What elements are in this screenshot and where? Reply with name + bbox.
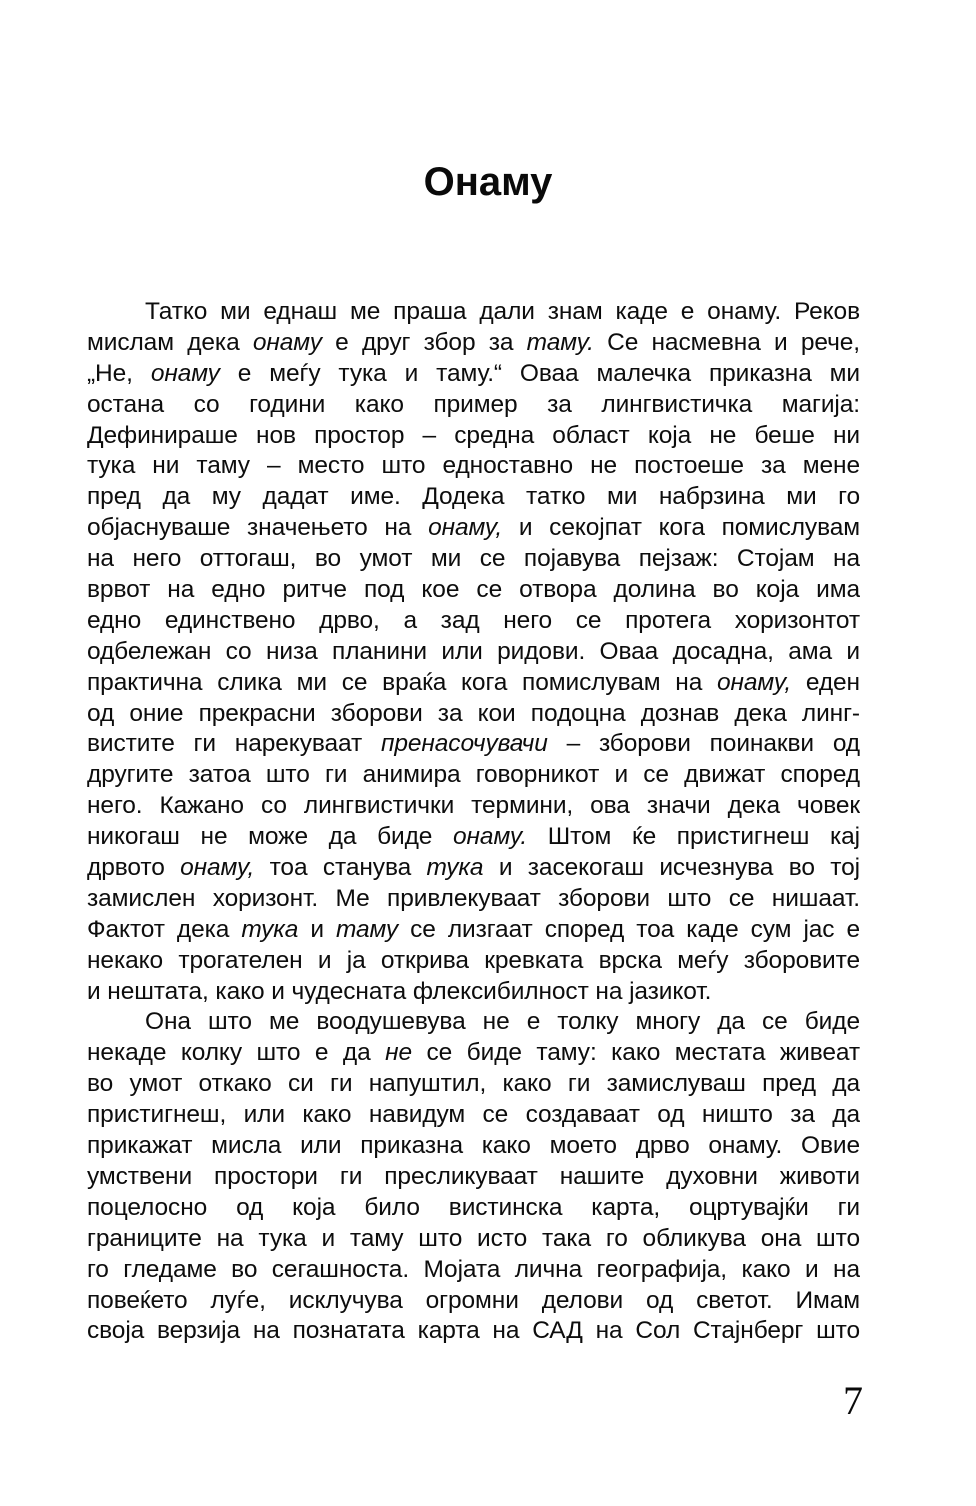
text-segment: е меѓу тука и таму.“ Оваа малечка приказна ми xyxy=(219,359,860,387)
text-segment: – зборови поинакви од xyxy=(547,730,860,758)
text-segment: во умот откако си ги напуштил, како ги замислуваш пред да xyxy=(87,1070,860,1098)
text-line xyxy=(87,421,860,452)
text-segment: и нештата, како и чудесната флексибилност на јазикот. xyxy=(87,977,712,1005)
text-line xyxy=(87,390,860,421)
text-segment: Дефинираше нов простор – средна област која не беше ни xyxy=(87,421,860,449)
italic-text-segment: онаму xyxy=(252,328,322,356)
text-segment: се лизгаат според тоа каде сум јас е xyxy=(398,915,860,943)
text-line xyxy=(87,977,860,1008)
text-segment: остана со години како пример за лингвистичка магија: xyxy=(87,390,860,418)
italic-text-segment: таму. xyxy=(526,328,594,356)
page-number: 7 xyxy=(843,1378,863,1423)
text-segment: и xyxy=(298,915,336,943)
text-line xyxy=(87,637,860,668)
text-segment: прикажат мисла или приказна како моето дрво онаму. Овие xyxy=(87,1132,860,1160)
text-line xyxy=(87,1100,860,1131)
text-line xyxy=(87,699,860,730)
text-segment: врвот на едно ритче под кое се отвора долина во која има xyxy=(87,576,860,604)
text-segment: некако трогателен и ја открива кревката врска меѓу зборовите xyxy=(87,946,860,974)
text-line xyxy=(87,729,860,760)
text-segment: никогаш не може да биде xyxy=(87,823,454,851)
body-text xyxy=(87,297,860,1347)
text-line xyxy=(87,575,860,606)
text-segment: го гледаме во сегашноста. Мојата лична географија, како и на xyxy=(87,1255,860,1283)
text-line xyxy=(87,791,860,822)
text-line xyxy=(87,946,860,977)
text-segment: и секојпат кога помислувам xyxy=(502,514,860,542)
text-segment: „Не, xyxy=(87,359,151,387)
text-line xyxy=(87,513,860,544)
text-segment: некаде колку што е да xyxy=(87,1039,386,1067)
text-segment: тука ни таму – место што едноставно не постоеше за мене xyxy=(87,452,860,480)
paragraph xyxy=(87,297,860,1007)
text-segment: Штом ќе пристигнеш кај xyxy=(527,823,860,851)
text-segment: е друг збор за xyxy=(321,328,527,356)
text-line xyxy=(87,1007,860,1038)
text-line xyxy=(87,822,860,853)
text-segment: и засекогаш исчезнува во тој xyxy=(483,854,860,882)
text-line xyxy=(87,359,860,390)
text-segment: границите на тука и таму што исто така го обликува она што xyxy=(87,1224,860,1252)
text-line xyxy=(87,915,860,946)
italic-text-segment: онаму, xyxy=(717,668,792,696)
text-segment: Фактот дека xyxy=(87,915,242,943)
italic-text-segment: онаму, xyxy=(180,854,255,882)
italic-text-segment: таму xyxy=(335,915,399,943)
text-segment: пред да му дадат име. Додека татко ми набрзина ми го xyxy=(87,483,860,511)
text-line xyxy=(87,328,860,359)
text-line xyxy=(87,668,860,699)
text-segment: одбележан со низа планини или ридови. Оваа досадна, ама и xyxy=(87,637,860,665)
text-segment: него. Кажано со лингвистички термини, ова значи дека човек xyxy=(87,792,860,820)
italic-text-segment: онаму. xyxy=(453,823,528,851)
text-segment: повеќето луѓе, исклучува огромни делови од светот. Имам xyxy=(87,1286,860,1314)
text-segment: замислен хоризонт. Ме привлекуваат зборови што се нишаат. xyxy=(87,884,860,912)
text-line xyxy=(87,760,860,791)
text-segment: објаснуваше значењето на xyxy=(87,514,429,542)
text-line xyxy=(87,606,860,637)
text-line xyxy=(87,544,860,575)
text-segment: Она што ме воодушевува не е толку многу да се биде xyxy=(145,1008,860,1036)
text-line xyxy=(87,1131,860,1162)
italic-text-segment: тука xyxy=(426,854,484,882)
italic-text-segment: тука xyxy=(241,915,299,943)
text-line xyxy=(87,1316,860,1347)
text-segment: умствени простори ги пресликуваат нашите духовни животи xyxy=(87,1162,860,1190)
text-segment: своја верзија на познатата карта на САД на Сол Стајнберг што xyxy=(87,1317,860,1345)
text-line xyxy=(87,1224,860,1255)
text-segment: дрвото xyxy=(87,854,181,882)
text-line xyxy=(87,1286,860,1317)
italic-text-segment: не xyxy=(385,1039,413,1067)
text-line xyxy=(87,1193,860,1224)
text-segment: другите затоа што ги анимира говорникот и се движат според xyxy=(87,761,860,789)
text-line xyxy=(87,1038,860,1069)
text-segment: еден xyxy=(791,668,860,696)
text-line xyxy=(87,853,860,884)
text-line xyxy=(87,1069,860,1100)
italic-text-segment: онаму xyxy=(150,359,220,387)
text-segment: од оние прекрасни зборови за кои подоцна дознав дека линг- xyxy=(87,699,860,727)
text-segment: практична слика ми се враќа кога помислувам на xyxy=(87,668,717,696)
paragraph xyxy=(87,1007,860,1347)
text-segment: едно единствено дрво, а зад него се протега хоризонтот xyxy=(87,606,860,634)
text-segment: вистите ги нарекуваат xyxy=(87,730,381,758)
text-segment: на него оттогаш, во умот ми се појавува пејзаж: Стојам на xyxy=(87,545,860,573)
text-segment: пристигнеш, или како навидум се создаваат од ништо за да xyxy=(87,1101,860,1129)
italic-text-segment: онаму, xyxy=(428,514,503,542)
text-segment: тоа станува xyxy=(254,854,427,882)
text-segment: Татко ми еднаш ме праша дали знам каде е онаму. Реков xyxy=(145,298,860,325)
text-line xyxy=(87,1255,860,1286)
text-line xyxy=(87,297,860,328)
text-line xyxy=(87,482,860,513)
text-line xyxy=(87,451,860,482)
text-segment: поцелосно од која било вистинска карта, оцртувајќи ги xyxy=(87,1193,860,1221)
text-segment: Се насмевна и рече, xyxy=(593,328,860,356)
page-title: Онаму xyxy=(423,160,553,204)
text-segment: мислам дека xyxy=(87,328,253,356)
text-line xyxy=(87,1162,860,1193)
italic-text-segment: пренасочувачи xyxy=(380,730,548,758)
text-segment: се биде таму: како местата живеат xyxy=(412,1039,860,1067)
text-line xyxy=(87,884,860,915)
